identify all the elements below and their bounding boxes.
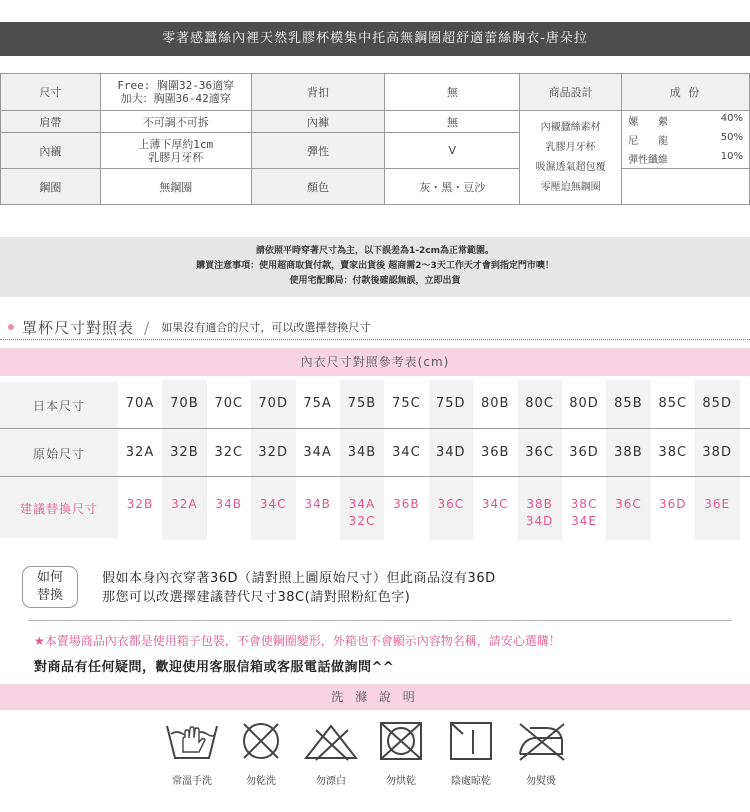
replace-size-cell: 32B xyxy=(126,497,154,511)
composition-label: 成 份 xyxy=(622,74,750,111)
replace-size-cell: 34B xyxy=(304,497,331,511)
replace-size-cell: 36B xyxy=(393,497,420,511)
size-label: 尺寸 xyxy=(1,74,101,111)
japan-size-cell: 80B xyxy=(480,396,510,411)
row-label-japan: 日本尺寸 xyxy=(0,382,118,428)
replace-size-cell: 34A 32C xyxy=(348,497,376,528)
care-label-no-tumble-dry: 勿烘乾 xyxy=(386,776,416,787)
original-size-cell: 36D xyxy=(569,445,599,460)
wire-value: 無鋼圈 xyxy=(100,169,251,205)
care-no-iron xyxy=(506,720,576,787)
customer-service-note: 對商品有任何疑問，歡迎使用客服信箱或客服電話做詢問^^ xyxy=(34,660,395,675)
pad-value: 上薄下厚約1cm 乳膠月牙杯 xyxy=(100,133,251,169)
care-label-hand-wash: 常溫手洗 xyxy=(172,776,212,787)
japan-size-cell: 75A xyxy=(303,396,332,411)
original-size-cell: 34C xyxy=(392,445,421,460)
cup-size-title: 罩杯尺寸對照表 xyxy=(22,318,135,337)
strap-label: 肩帶 xyxy=(1,111,101,133)
replace-size-cell: 36D xyxy=(659,497,687,511)
pad-label: 內襯 xyxy=(1,133,101,169)
spec-table xyxy=(0,73,750,205)
japan-size-cell: 85C xyxy=(658,396,688,411)
back-value: 無 xyxy=(385,74,520,111)
strap-value: 不可調不可拆 xyxy=(100,111,251,133)
japan-size-cell: 80D xyxy=(569,396,599,411)
no-bleach-icon xyxy=(302,720,360,762)
replace-size-cell: 36E xyxy=(704,497,731,511)
care-shade-dry xyxy=(436,720,506,787)
shade-dry-icon xyxy=(447,720,495,762)
original-size-cell: 36C xyxy=(525,445,554,460)
original-size-cell: 38B xyxy=(614,445,643,460)
care-hand-wash xyxy=(157,720,227,787)
japan-size-cell: 85B xyxy=(614,396,643,411)
composition-list: 嫘 縈 40% 尼 龍 50% 彈性纖維 10% xyxy=(622,111,750,169)
wire-label: 鋼圈 xyxy=(1,169,101,205)
japan-size-cell: 75D xyxy=(436,396,466,411)
replace-size-cell: 36C xyxy=(437,497,465,511)
japan-size-cell: 75B xyxy=(347,396,377,411)
elastic-value: V xyxy=(385,133,520,169)
how-to-replace-badge: 如何 替換 xyxy=(22,566,78,608)
original-size-cell: 32C xyxy=(214,445,244,460)
replace-size-cell: 34B xyxy=(215,497,243,511)
size-table xyxy=(0,380,750,540)
japan-size-cell: 70A xyxy=(125,396,155,411)
japan-size-cell: 85D xyxy=(702,396,732,411)
japan-size-cell: 70B xyxy=(170,396,199,411)
care-no-bleach xyxy=(296,720,366,787)
wash-instructions-title: 洗 滌 說 明 xyxy=(0,684,750,710)
design-label: 商品設計 xyxy=(520,74,622,111)
divider-line xyxy=(28,620,732,621)
original-size-cell: 32B xyxy=(170,445,199,460)
size-table-title: 內衣尺寸對照參考表(cm) xyxy=(0,348,750,376)
elastic-label: 彈性 xyxy=(251,133,385,169)
care-no-tumble-dry xyxy=(366,720,436,787)
packaging-warning: ★本賣場商品內衣都是使用箱子包裝，不會使鋼圈變形，外箱也不會顯示內容物名稱，請安心選購！ xyxy=(34,634,561,648)
color-value: 灰・黑・豆沙 xyxy=(385,169,520,205)
original-size-cell: 32A xyxy=(125,445,155,460)
row-label-replace: 建議替換尺寸 xyxy=(0,478,118,538)
care-no-dry-clean xyxy=(226,720,296,787)
pink-dot-icon xyxy=(8,324,14,330)
replace-size-cell: 32A xyxy=(171,497,198,511)
row-label-original: 原始尺寸 xyxy=(0,430,118,476)
japan-size-cell: 80C xyxy=(525,396,554,411)
care-label-no-iron: 勿熨燙 xyxy=(526,776,556,787)
no-iron-icon xyxy=(512,720,570,762)
original-size-cell: 34D xyxy=(436,445,466,460)
no-tumble-dry-icon xyxy=(377,720,425,762)
back-label: 背扣 xyxy=(251,74,385,111)
title-divider: / xyxy=(144,317,150,337)
replace-size-cell: 38B 34D xyxy=(525,497,554,528)
replace-size-cell: 34C xyxy=(259,497,287,511)
replace-size-cell: 34C xyxy=(481,497,509,511)
original-size-cell: 34B xyxy=(347,445,377,460)
page-title: 零著感蠶絲內裡天然乳膠杯模集中托高無鋼圈超舒適蕾絲胸衣-唐朵拉 xyxy=(0,22,750,56)
replace-size-cell: 38C 34E xyxy=(570,497,598,528)
original-size-cell: 38D xyxy=(702,445,732,460)
dotted-divider xyxy=(0,339,750,340)
cup-size-subtitle: 如果沒有適合的尺寸，可以改選擇替換尺寸 xyxy=(161,321,371,334)
size-value: Free: 胸圍32-36適穿 加大：胸圍36-42適穿 xyxy=(100,74,251,111)
japan-size-cell: 70C xyxy=(214,396,244,411)
hand-wash-icon xyxy=(163,720,221,762)
original-size-cell: 32D xyxy=(258,445,288,460)
lining-label: 內褲 xyxy=(251,111,385,133)
lining-value: 無 xyxy=(385,111,520,133)
size-row-divider xyxy=(0,428,750,429)
how-to-replace-text: 假如本身內衣穿著36D（請對照上圖原始尺寸）但此商品沒有36D 那您可以改選擇建議替代尺寸38C(請對照粉紅色字) xyxy=(102,571,496,605)
design-list: 內襯蠶絲素材 乳膠月牙杯 吸濕透氣超包覆 零壓迫無鋼圈 xyxy=(520,111,622,205)
japan-size-cell: 75C xyxy=(392,396,421,411)
purchase-notice: 請依照平時穿著尺寸為主，以下誤差為1-2cm為正常範圍。 購買注意事項：使用超商取貨付款，賣家出貨後 超商需2～3天工作天才會到指定門市噢！ 使用宅配郵局：付款後確認無誤，立即出貨 xyxy=(0,237,750,297)
color-label: 顏色 xyxy=(251,169,385,205)
original-size-cell: 38C xyxy=(658,445,688,460)
replace-size-cell: 36C xyxy=(615,497,642,511)
original-size-cell: 34A xyxy=(303,445,332,460)
care-label-no-dry-clean: 勿乾洗 xyxy=(246,776,276,787)
japan-size-cell: 70D xyxy=(258,396,288,411)
care-label-no-bleach: 勿漂白 xyxy=(316,776,346,787)
care-label-shade-dry: 陰處晾乾 xyxy=(451,776,491,787)
size-row-divider xyxy=(0,476,750,477)
no-dry-clean-icon xyxy=(238,720,284,762)
cup-size-header xyxy=(8,314,748,340)
original-size-cell: 36B xyxy=(480,445,510,460)
